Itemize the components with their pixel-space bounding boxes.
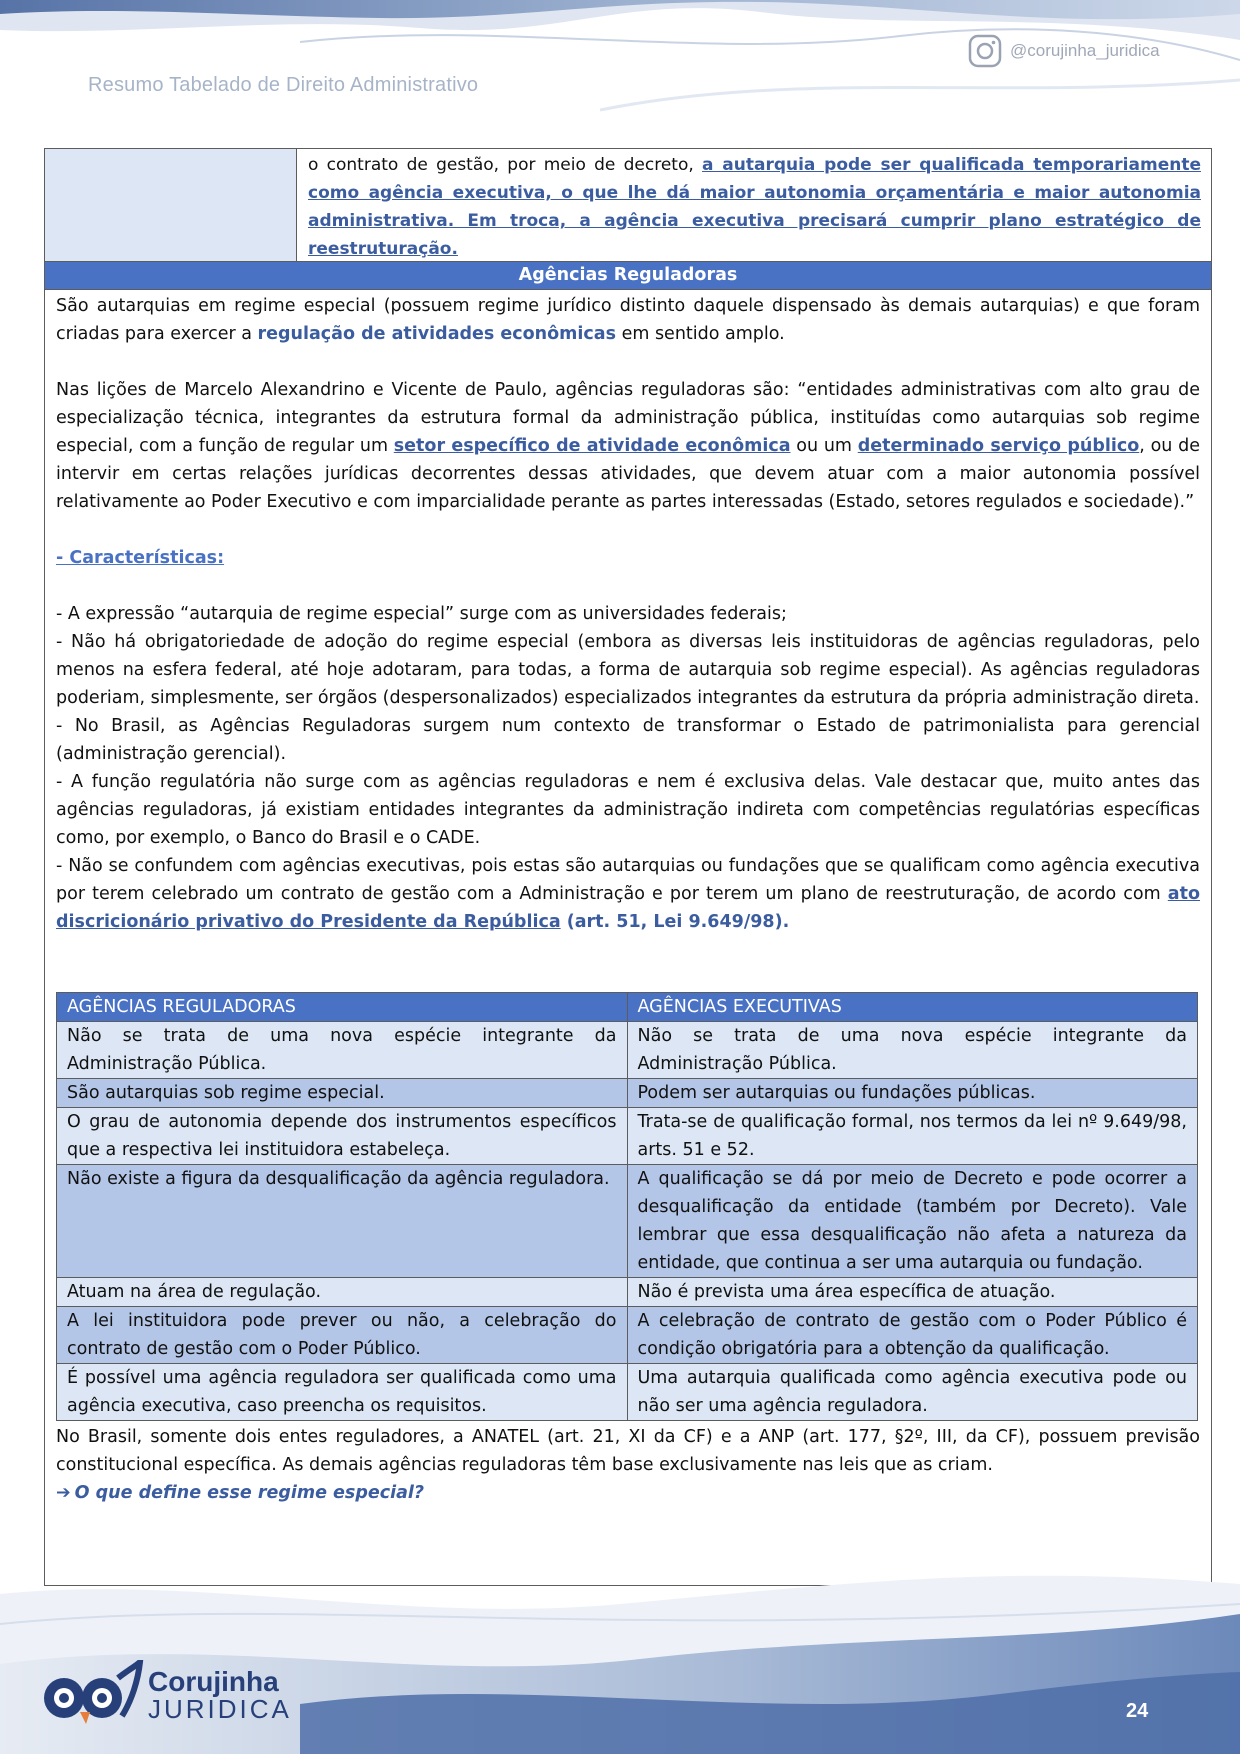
continuation-row <box>45 149 1211 262</box>
document-header-title: Resumo Tabelado de Direito Administrativo <box>88 74 479 96</box>
continuation-right-cell <box>297 149 1211 261</box>
table-cell: Atuam na área de regulação. <box>57 1278 628 1307</box>
table-row <box>57 1278 1198 1307</box>
question-text: O que define esse regime especial? <box>74 1483 425 1503</box>
arrow-right-icon: ➔ <box>56 1483 71 1503</box>
table-cell: Não existe a figura da desqualificação da agência reguladora. <box>57 1165 628 1278</box>
continuation-text: o contrato de gestão, por meio de decreto, <box>308 155 703 175</box>
table-row <box>57 1165 1198 1278</box>
characteristic-item: - No Brasil, as Agências Reguladoras surgem num contexto de transformar o Estado de patrimonialista para gerencial (administração gerencial). <box>56 716 1200 764</box>
table-cell: O grau de autonomia depende dos instrumentos específicos que a respectiva lei instituidora estabeleça. <box>57 1108 628 1165</box>
table-row <box>57 1079 1198 1108</box>
comparison-table <box>56 992 1198 1421</box>
table-cell: Trata-se de qualificação formal, nos termos da lei nº 9.649/98, arts. 51 e 52. <box>627 1108 1198 1165</box>
highlight-ato: ato discricionário privativo do Presidente da República <box>56 884 1200 932</box>
highlight-setor: setor específico de atividade econômica <box>393 436 791 456</box>
table-row <box>57 1022 1198 1079</box>
logo-line1: Corujinha <box>148 1666 279 1697</box>
section-content <box>45 290 1211 1421</box>
characteristics-heading: - Características: <box>56 548 225 568</box>
section-title: Agências Reguladoras <box>45 262 1211 290</box>
table-row <box>57 1108 1198 1165</box>
table-cell: Não é prevista uma área específica de atuação. <box>627 1278 1198 1307</box>
table-cell: São autarquias sob regime especial. <box>57 1079 628 1108</box>
instagram-badge[interactable] <box>968 34 1160 68</box>
characteristic-item: - Não se confundem com agências executivas, pois estas são autarquias ou fundações que se qualificam como agência executiva por terem celebrado um contrato de gestão com a Administração e por terem um plano de reestruturação, de acordo com ato discricionário privativo do Presidente da República (art. 51, Lei 9.649/98). <box>56 856 1200 932</box>
highlight-regulacao: regulação de atividades econômicas <box>257 324 616 344</box>
table-cell: Uma autarquia qualificada como agência executiva pode ou não ser uma agência reguladora. <box>627 1364 1198 1421</box>
question-line <box>45 1479 1211 1507</box>
quote-paragraph: Nas lições de Marcelo Alexandrino e Vicente de Paulo, agências reguladoras são: “entidades administrativas com alto grau de especialização técnica, integrantes da estrutura formal da administração pública, instituídas como autarquias sob regime especial, com a função de regular um setor específico de atividade econômica ou um determinado serviço público, ou de intervir em certas relações jurídicas decorrentes dessas atividades, que devem atuar com a maior autonomia possível relativamente ao Poder Executivo e com imparcialidade perante as partes interessadas (Estado, setores regulados e sociedade).” <box>56 380 1201 512</box>
page-number: 24 <box>1126 1700 1149 1722</box>
comparison-header-row <box>57 993 1198 1022</box>
table-row <box>57 1364 1198 1421</box>
continuation-left-cell <box>45 149 297 261</box>
instagram-icon <box>968 34 1002 68</box>
definition-paragraph: São autarquias em regime especial (possuem regime jurídico distinto daquele dispensado às demais autarquias) e que foram criadas para exercer a regulação de atividades econômicas em sentido amplo. <box>56 296 1200 344</box>
column-header-reguladoras: AGÊNCIAS REGULADORAS <box>57 993 628 1022</box>
table-cell: Podem ser autarquias ou fundações públicas. <box>627 1079 1198 1108</box>
footer-logo <box>40 1660 292 1730</box>
content-frame <box>44 148 1212 1586</box>
highlight-art51: (art. 51, Lei 9.649/98). <box>560 912 790 932</box>
footnote-paragraph: No Brasil, somente dois entes reguladores, a ANATEL (art. 21, XI da CF) e a ANP (art. 177, §2º, III, da CF), possuem previsão constitucional específica. As demais agências reguladoras têm base exclusivamente nas leis que as criam. <box>56 1427 1200 1475</box>
highlight-servico: determinado serviço público <box>857 436 1140 456</box>
table-cell: Não se trata de uma nova espécie integrante da Administração Pública. <box>57 1022 628 1079</box>
instagram-handle[interactable]: @corujinha_juridica <box>1010 41 1160 60</box>
table-cell: A celebração de contrato de gestão com o Poder Público é condição obrigatória para a obtenção da qualificação. <box>627 1307 1198 1364</box>
column-header-executivas: AGÊNCIAS EXECUTIVAS <box>627 993 1198 1022</box>
table-cell: É possível uma agência reguladora ser qualificada como uma agência executiva, caso preencha os requisitos. <box>57 1364 628 1421</box>
owl-logo-icon <box>40 1660 144 1730</box>
table-row <box>57 1307 1198 1364</box>
characteristic-item: - A expressão “autarquia de regime especial” surge com as universidades federais; <box>56 604 787 624</box>
table-cell: A qualificação se dá por meio de Decreto e pode ocorrer a desqualificação da entidade (também por Decreto). Vale lembrar que essa desqualificação não afeta a natureza da entidade, que continua a ser uma autarquia ou fundação. <box>627 1165 1198 1278</box>
continuation-highlight: a autarquia pode ser qualificada temporariamente como agência executiva, o que lhe dá maior autonomia orçamentária e maior autonomia administrativa. Em troca, a agência executiva precisará cumprir plano estratégico de reestruturação. <box>308 155 1201 259</box>
logo-wordmark <box>148 1668 292 1722</box>
table-cell: Não se trata de uma nova espécie integrante da Administração Pública. <box>627 1022 1198 1079</box>
characteristic-item: - A função regulatória não surge com as agências reguladoras e nem é exclusiva delas. Vale destacar que, muito antes das agências reguladoras, já existiam entidades integrantes da administração indireta com competências regulatórias específicas como, por exemplo, o Banco do Brasil e o CADE. <box>56 772 1200 848</box>
logo-line2: JURIDICA <box>148 1694 292 1724</box>
table-cell: A lei instituidora pode prever ou não, a celebração do contrato de gestão com o Poder Público. <box>57 1307 628 1364</box>
characteristic-item: - Não há obrigatoriedade de adoção do regime especial (embora as diversas leis instituidoras de agências reguladoras, pelo menos na esfera federal, até hoje adotaram, para todas, a forma de autarquia sob regime especial). As agências reguladoras poderiam, simplesmente, ser órgãos (despersonalizados) especializados integrantes da estrutura da própria administração direta. <box>56 632 1200 708</box>
